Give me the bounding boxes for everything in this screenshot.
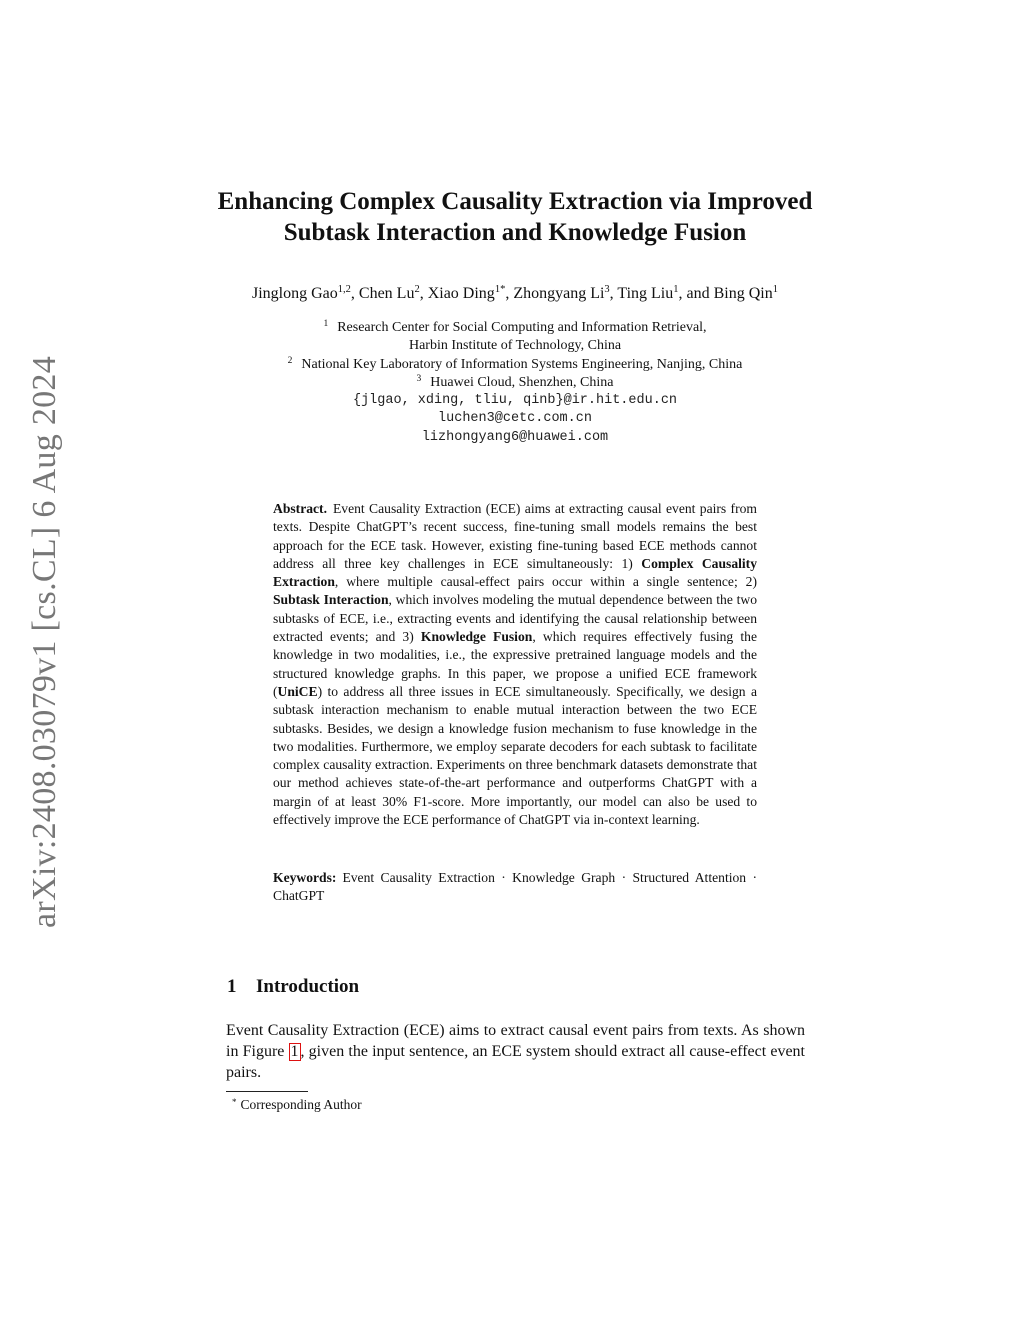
paper-title [180, 186, 850, 248]
keywords-label: Keywords: [273, 870, 337, 885]
author: Ting Liu$^1$, and [617, 284, 714, 302]
author: Jinglong Gao$^{1,2}$, [252, 284, 359, 302]
highlight-term: Complex Causality Extraction [273, 555, 757, 590]
highlight-term: Knowledge Fusion [420, 629, 533, 645]
introduction-paragraph: Event Causality Extraction (ECE) aims to extract causal event pairs from texts. As shown in Figure 1 , given the input sentence, an ECE system should extract all cause-effect event pairs. [226, 1022, 806, 1081]
highlight-term: UniCE [277, 683, 318, 699]
abstract: Abstract. Event Causality Extraction (ECE) aims at extracting causal event pairs from texts. Despite ChatGPT’s recent success, fine-tuning small models remains the best approach for the ECE task. However, existing fine-tuning based ECE methods cannot address all three key challenges in ECE simultaneously: 1) Complex Causality Extraction, where multiple causal-effect pairs occur within a single sentence; 2) Subtask Interaction, which involves modeling the mutual dependence between the two subtasks of ECE, i.e., extracting events and identifying the causal relationship between extracted events; and 3) Knowledge Fusion, which requires effectively fusing the knowledge in two modalities, i.e., the expressive pretrained language models and the structured knowledge graphs. In this paper, we propose a unified ECE framework (UniCE) to address all three issues in ECE simultaneously. Specifically, we design a subtask interaction mechanism to enable mutual interaction between the two ECE subtasks. Besides, we design a knowledge fusion mechanism to fuse knowledge in the two modalities. Furthermore, we employ separate decoders for each subtask to facilitate complex causality extraction. Experiments on three benchmark datasets demonstrate that our method achieves state-of-the-art performance and outperforms ChatGPT with a margin of at least 30% F1-score. More importantly, our model can also be used to effectively improve the ECE performance of ChatGPT via in-context learning. [273, 501, 757, 828]
figure-reference-link[interactable]: 1 [290, 1043, 299, 1060]
email-hit: {jlgao, xding, tliu, qinb}@ir.hit.edu.cn [352, 393, 678, 409]
affiliations [150, 319, 880, 447]
author: Zhongyang Li$^3$, [513, 284, 618, 302]
email-cetc: luchen3@cetc.com.cn [438, 411, 592, 427]
affiliation-1: $^1$ Research Center for Social Computing and Information Retrieval, [323, 319, 707, 335]
author: Bing Qin$^1$ [713, 284, 778, 302]
keywords [273, 869, 757, 906]
affiliation-2: $^2$ National Key Laboratory of Information Systems Engineering, Nanjing, China [287, 355, 743, 372]
affiliation-1-cont: Harbin Institute of Technology, China [408, 338, 622, 354]
email-huawei: lizhongyang6@huawei.com [421, 429, 609, 445]
abstract-label: Abstract. [273, 501, 327, 516]
author-list [150, 283, 880, 305]
title-line: Enhancing Complex Causality Extraction via Improved [217, 188, 813, 215]
author: Chen Lu$^2$, [358, 284, 428, 302]
footnote-divider [226, 1091, 308, 1092]
title-line: Subtask Interaction and Knowledge Fusion [283, 219, 747, 246]
arxiv-identifier[interactable]: arXiv:2408.03079v1 [cs.CL] 6 Aug 2024 [26, 355, 63, 929]
footnote: * Corresponding Author [232, 1097, 362, 1112]
affiliation-3: $^3$ Huawei Cloud, Shenzhen, China [416, 373, 614, 390]
section-heading-introduction: 1 Introduction [227, 976, 360, 997]
highlight-term: Subtask Interaction [273, 592, 389, 608]
author: Xiao Ding$^{1*}$, [427, 284, 514, 302]
keywords-text: Event Causality Extraction · Knowledge Graph · Structured Attention · ChatGPT [273, 870, 757, 904]
